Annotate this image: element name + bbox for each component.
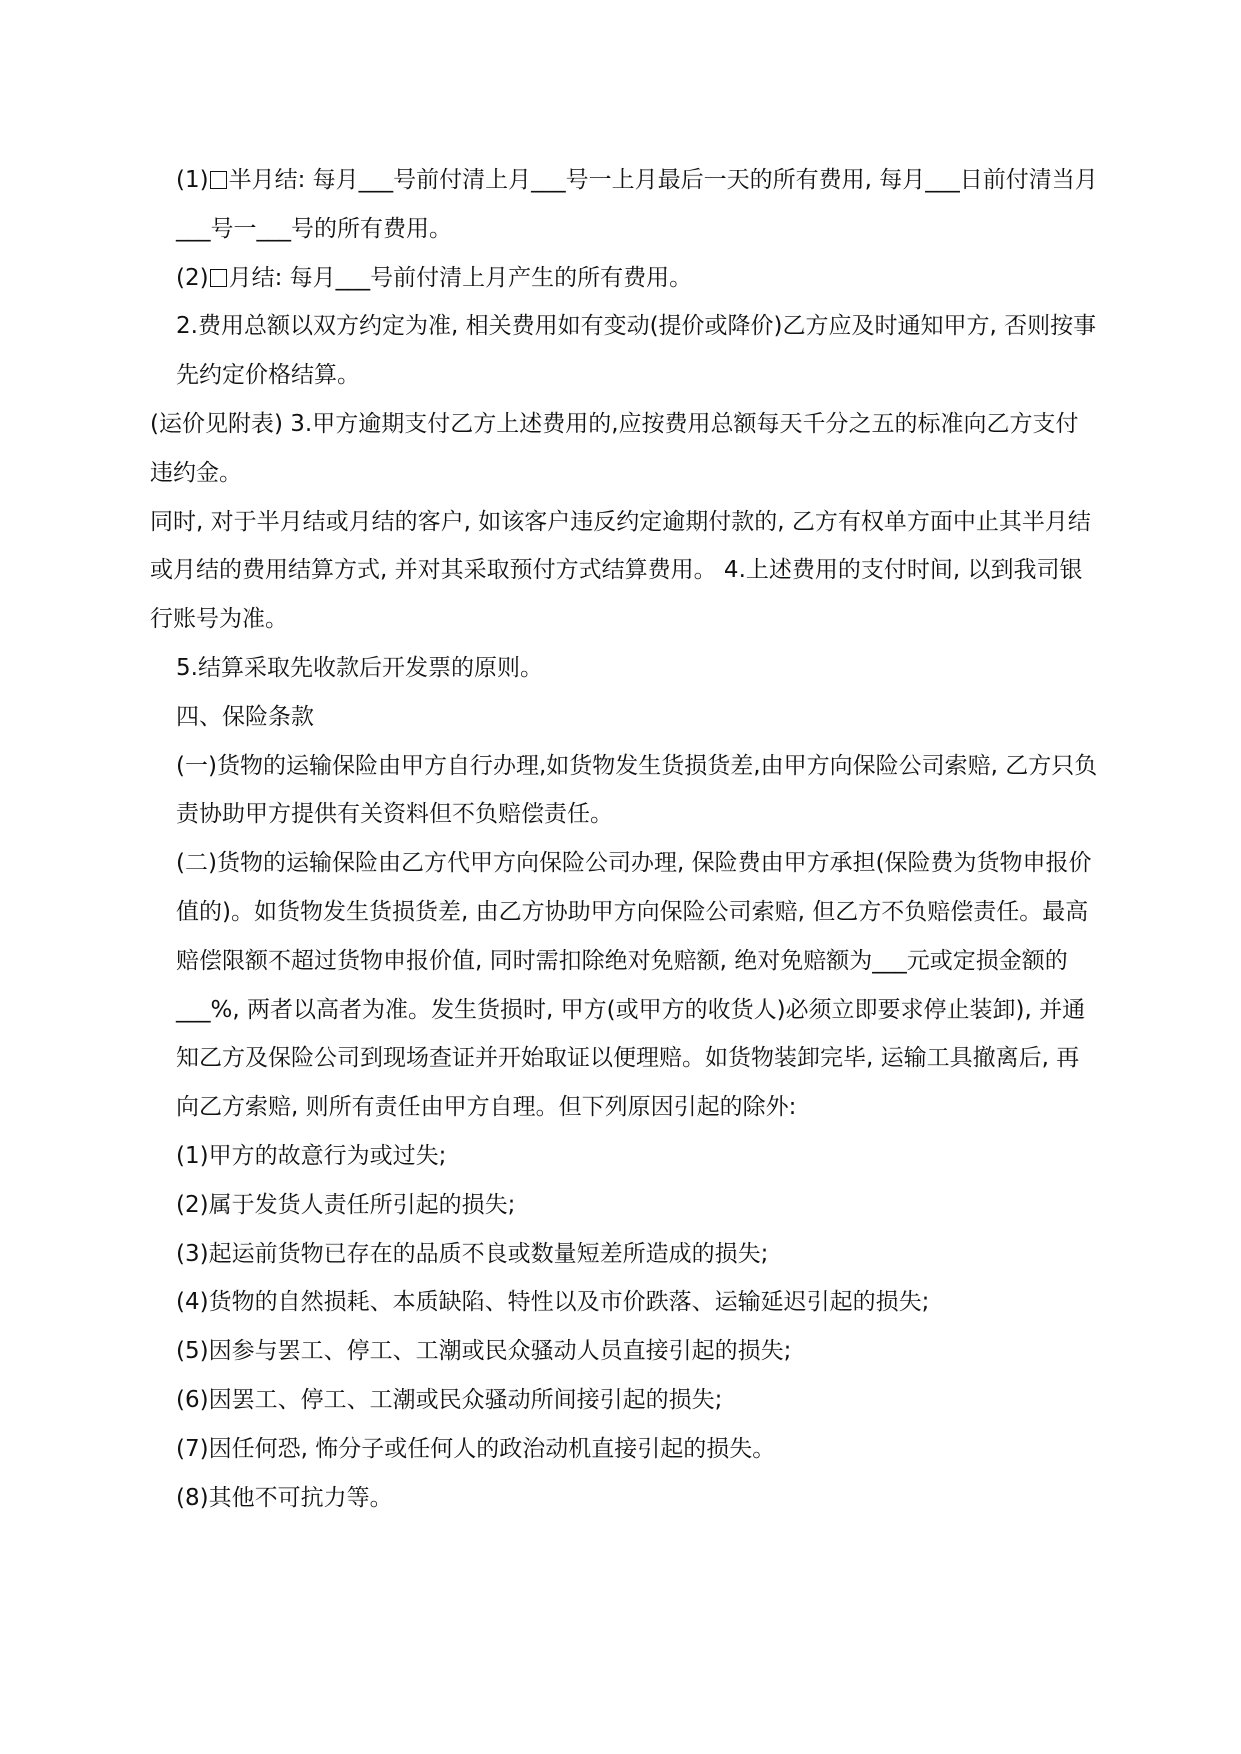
paragraph-text: 月结: 每月___号前付清上月产生的所有费用。	[228, 264, 693, 291]
exclusion-item-4: (4)货物的自然损耗、本质缺陷、特性以及市价跌落、运输延迟引起的损失;	[176, 1289, 930, 1316]
paragraph-fee-total: 2.费用总额以双方约定为准, 相关费用如有变动(提价或降价)乙方应及时通知甲方, 否则按事先约定价格结算。	[176, 313, 1097, 389]
paragraph-text: 半月结: 每月___号前付清上月___号一上月最后一天的所有费用, 每月___日前付清当月___号一___号的所有费用。	[176, 167, 1098, 242]
paragraph-prefix: (2)	[176, 264, 209, 291]
paragraph-overdue-clients: 同时, 对于半月结或月结的客户, 如该客户违反约定逾期付款的, 乙方有权单方面中止其半月结或月结的费用结算方式, 并对其采取预付方式结算费用。 4.上述费用的支付时间, 以到我司银行账号为准。	[150, 508, 1091, 633]
exclusion-item-2: (2)属于发货人责任所引起的损失;	[176, 1191, 516, 1218]
checkbox-half-month[interactable]	[210, 171, 227, 189]
paragraph-insurance-clause-2: (二)货物的运输保险由乙方代甲方向保险公司办理, 保险费由甲方承担(保险费为货物申报价值的)。如货物发生货损货差, 由乙方协助甲方向保险公司索赔, 但乙方不负赔偿责任。最高赔偿限额不超过货物申报价值, 同时需扣除绝对免赔额, 绝对免赔额为___元或定损金额的___%, 两者以高者为准。发生货损时, 甲方(或甲方的收货人)必须立即要求停止装卸), 并通知乙方及保险公司到现场查证并开始取证以便理赔。如货物装卸完毕, 运输工具撤离后, 再向乙方索赔, 则所有责任由甲方自理。但下列原因引起的除外:	[176, 850, 1092, 1121]
paragraph-prefix: (1)	[176, 167, 209, 193]
document-body	[150, 156, 1100, 1522]
exclusion-item-6: (6)因罢工、停工、工潮或民众骚动所间接引起的损失;	[176, 1386, 723, 1413]
paragraph-monthly-settlement	[150, 254, 1100, 303]
exclusion-item-7: (7)因任何恐, 怖分子或任何人的政治动机直接引起的损失。	[176, 1435, 776, 1462]
paragraph-half-month-settlement	[150, 156, 1100, 254]
paragraph-late-payment: (运价见附表) 3.甲方逾期支付乙方上述费用的,应按费用总额每天千分之五的标准向乙方支付违约金。	[150, 410, 1079, 486]
exclusion-item-5: (5)因参与罢工、停工、工潮或民众骚动人员直接引起的损失;	[176, 1338, 792, 1365]
exclusion-item-8: (8)其他不可抗力等。	[176, 1484, 393, 1511]
exclusion-item-1: (1)甲方的故意行为或过失;	[176, 1142, 447, 1169]
paragraph-invoice-principle: 5.结算采取先收款后开发票的原则。	[176, 654, 543, 681]
exclusion-item-3: (3)起运前货物已存在的品质不良或数量短差所造成的损失;	[176, 1240, 769, 1267]
checkbox-monthly[interactable]	[210, 269, 227, 287]
section-heading-insurance: 四、保险条款	[176, 703, 314, 730]
paragraph-insurance-clause-1: (一)货物的运输保险由甲方自行办理,如货物发生货损货差,由甲方向保险公司索赔, 乙方只负责协助甲方提供有关资料但不负赔偿责任。	[176, 752, 1098, 828]
